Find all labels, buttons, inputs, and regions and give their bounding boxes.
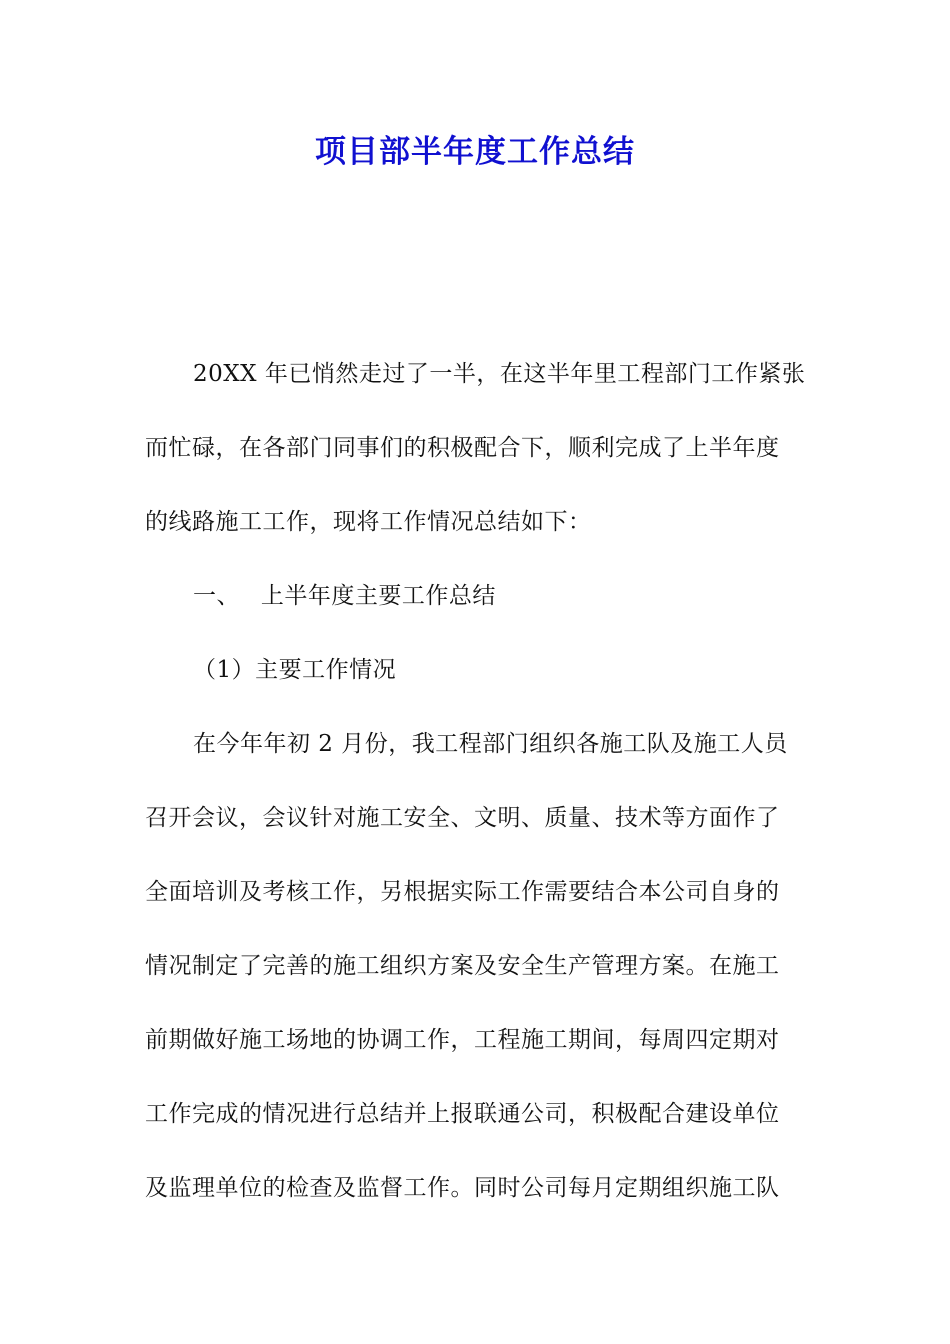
section-title: 上半年度主要工作总结 — [260, 583, 496, 609]
work-line-1: 在今年年初 2 月份，我工程部门组织各施工队及施工人员 — [193, 731, 788, 757]
subsection-label: （1）主要工作情况 — [193, 657, 397, 683]
intro-line-3: 的线路施工工作，现将工作情况总结如下： — [145, 509, 592, 535]
work-line-3: 全面培训及考核工作，另根据实际工作需要结合本公司自身的 — [145, 879, 780, 905]
work-line-6: 工作完成的情况进行总结并上报联通公司，积极配合建设单位 — [145, 1101, 780, 1127]
work-line-5: 前期做好施工场地的协调工作，工程施工期间，每周四定期对 — [145, 1027, 780, 1053]
subsection-heading — [145, 633, 807, 707]
intro-line-2: 而忙碌，在各部门同事们的积极配合下，顺利完成了上半年度 — [145, 435, 780, 461]
intro-paragraph — [145, 337, 807, 559]
work-line-2: 召开会议，会议针对施工安全、文明、质量、技术等方面作了 — [145, 805, 780, 831]
document-title: 项目部半年度工作总结 — [315, 134, 635, 170]
section-heading — [145, 559, 807, 633]
work-line-4: 情况制定了完善的施工组织方案及安全生产管理方案。在施工 — [145, 953, 780, 979]
work-paragraph — [145, 707, 807, 1225]
document-body — [145, 337, 807, 1225]
work-line-7: 及监理单位的检查及监督工作。同时公司每月定期组织施工队 — [145, 1175, 780, 1201]
intro-line-1: 20XX 年已悄然走过了一半，在这半年里工程部门工作紧张 — [193, 361, 806, 387]
section-number: 一、 — [193, 583, 240, 609]
